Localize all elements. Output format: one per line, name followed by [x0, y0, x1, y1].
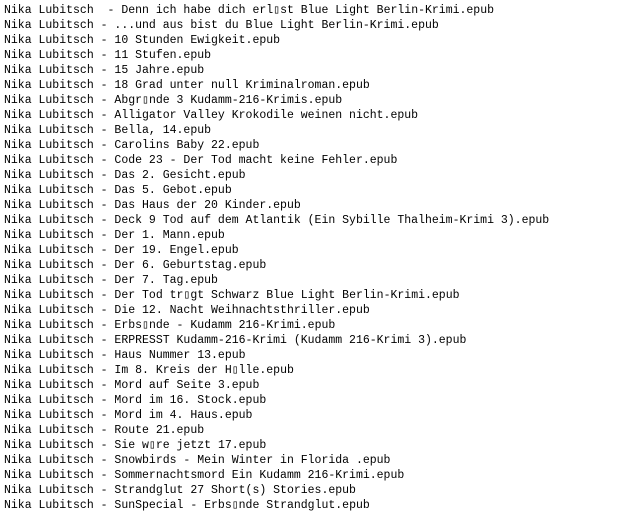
file-list-line: Nika Lubitsch - ERPRESST Kudamm-216-Krimi (Kudamm 216-Krimi 3).epub: [4, 334, 467, 347]
file-list-line: Nika Lubitsch - Im 8. Kreis der H▯lle.epub: [4, 364, 294, 377]
file-list-line: Nika Lubitsch - Erbs▯nde - Kudamm 216-Krimi.epub: [4, 319, 336, 332]
file-list-line: Nika Lubitsch - Mord im 4. Haus.epub: [4, 409, 253, 422]
file-list-line: Nika Lubitsch - Das 5. Gebot.epub: [4, 184, 232, 197]
file-list-line: Nika Lubitsch - Mord im 16. Stock.epub: [4, 394, 267, 407]
file-list-line: Nika Lubitsch - Das Haus der 20 Kinder.epub: [4, 199, 301, 212]
file-list-line: Nika Lubitsch - Alligator Valley Krokodile weinen nicht.epub: [4, 109, 419, 122]
file-list-line: Nika Lubitsch - Bella, 14.epub: [4, 124, 212, 137]
file-list-line: Nika Lubitsch - Der 19. Engel.epub: [4, 244, 239, 257]
file-list-line: Nika Lubitsch - 10 Stunden Ewigkeit.epub: [4, 34, 281, 47]
file-list-line: Nika Lubitsch - Der 1. Mann.epub: [4, 229, 225, 242]
file-list-line: Nika Lubitsch - Der 6. Geburtstag.epub: [4, 259, 267, 272]
file-list-line: Nika Lubitsch - 11 Stufen.epub: [4, 49, 212, 62]
file-list-line: Nika Lubitsch - Sie w▯re jetzt 17.epub: [4, 439, 267, 452]
file-list-line: Nika Lubitsch - Mord auf Seite 3.epub: [4, 379, 260, 392]
file-list-line: Nika Lubitsch - Snowbirds - Mein Winter in Florida .epub: [4, 454, 391, 467]
file-list-line: Nika Lubitsch - Code 23 - Der Tod macht keine Fehler.epub: [4, 154, 398, 167]
file-list: [4, 3, 636, 513]
file-list-line: Nika Lubitsch - Denn ich habe dich erl▯st Blue Light Berlin-Krimi.epub: [4, 4, 495, 17]
file-list-line: Nika Lubitsch - 15 Jahre.epub: [4, 64, 205, 77]
file-list-line: Nika Lubitsch - Die 12. Nacht Weihnachtsthriller.epub: [4, 304, 370, 317]
file-list-line: Nika Lubitsch - ...und aus bist du Blue Light Berlin-Krimi.epub: [4, 19, 439, 32]
file-list-line: Nika Lubitsch - Carolins Baby 22.epub: [4, 139, 260, 152]
file-list-line: Nika Lubitsch - Das 2. Gesicht.epub: [4, 169, 246, 182]
file-list-line: Nika Lubitsch - Abgr▯nde 3 Kudamm-216-Krimis.epub: [4, 94, 343, 107]
file-list-line: Nika Lubitsch - 18 Grad unter null Kriminalroman.epub: [4, 79, 370, 92]
file-list-line: Nika Lubitsch - Der 7. Tag.epub: [4, 274, 218, 287]
file-list-line: Nika Lubitsch - Haus Nummer 13.epub: [4, 349, 246, 362]
file-list-line: Nika Lubitsch - Deck 9 Tod auf dem Atlantik (Ein Sybille Thalheim-Krimi 3).epub: [4, 214, 550, 227]
file-list-line: Nika Lubitsch - Der Tod tr▯gt Schwarz Blue Light Berlin-Krimi.epub: [4, 289, 460, 302]
file-list-line: Nika Lubitsch - SunSpecial - Erbs▯nde Strandglut.epub: [4, 499, 370, 512]
file-list-line: Nika Lubitsch - Strandglut 27 Short(s) Stories.epub: [4, 484, 356, 497]
file-list-line: Nika Lubitsch - Route 21.epub: [4, 424, 205, 437]
file-list-line: Nika Lubitsch - Sommernachtsmord Ein Kudamm 216-Krimi.epub: [4, 469, 405, 482]
